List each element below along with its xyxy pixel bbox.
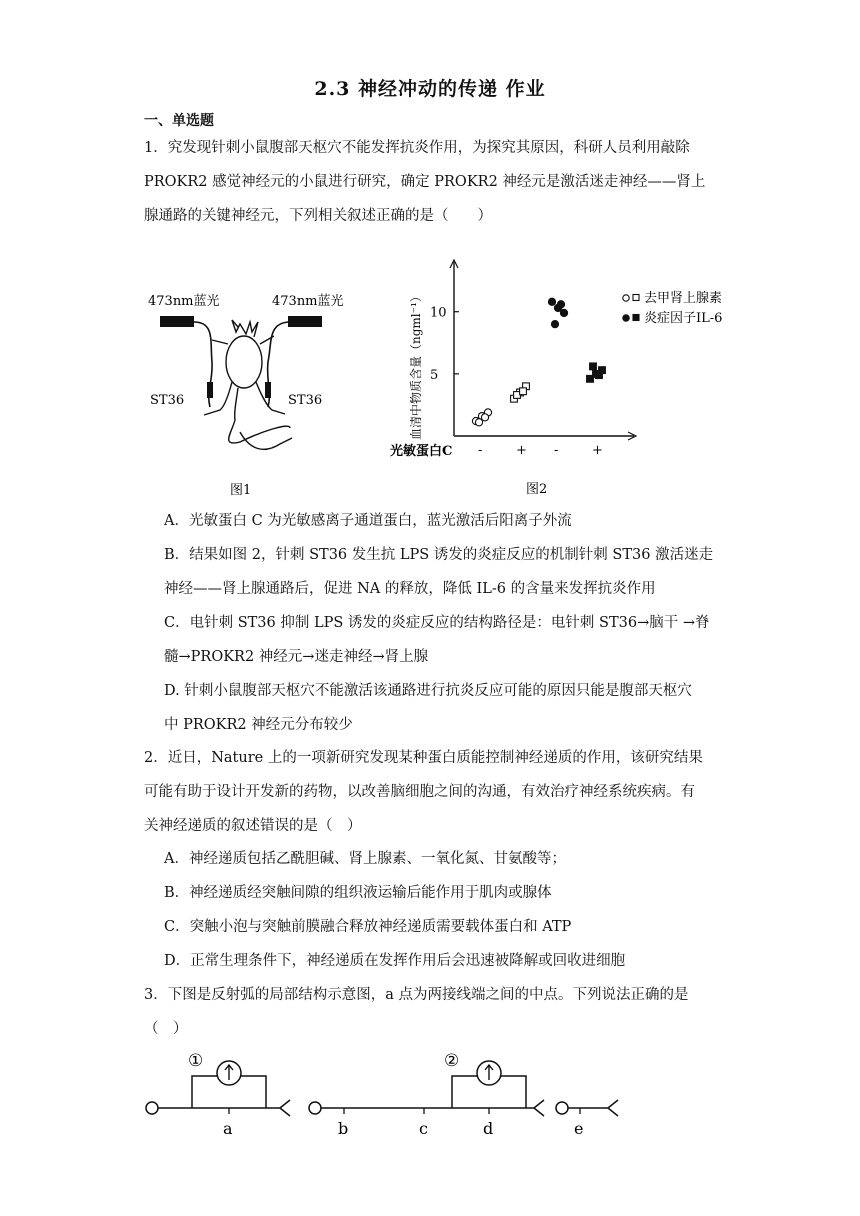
chart-x-tick-label: +: [592, 443, 603, 458]
question-1-stem: [144, 131, 724, 233]
light-source-right: [288, 316, 322, 327]
option-c[interactable]: C．突触小泡与突触前膜融合释放神经递质需要载体蛋白和 ATP: [164, 919, 572, 935]
chart-point-il6: [560, 309, 567, 316]
option-b[interactable]: B．神经递质经突触间隙的组织液运输后能作用于肌肉或腺体: [164, 885, 552, 901]
option-a[interactable]: A．神经递质包括乙酰胆碱、肾上腺素、一氧化氮、甘氨酸等；: [164, 851, 566, 867]
point-label-d: d: [483, 1119, 494, 1138]
question-1-line: PROKR2 感觉神经元的小鼠进行研究，确定 PROKR2 神经元是激活迷走神经——肾上: [144, 174, 706, 190]
point-label-e: e: [574, 1119, 584, 1138]
legend-marker-circle: [623, 315, 629, 321]
meter-2-label: ②: [444, 1051, 460, 1071]
option-d-cont: 中 PROKR2 神经元分布较少: [164, 717, 353, 733]
question-2-line: 可能有助于设计开发新的药物，以改善脑细胞之间的沟通，有效治疗神经系统疾病。有: [144, 784, 695, 800]
neuron-body-1: [146, 1102, 158, 1114]
chart-point-norepinephrine: [475, 419, 482, 426]
synapse-end-1: [280, 1100, 290, 1116]
question-1-options: [164, 504, 724, 742]
page-title: 2.3 神经冲动的传递 作业: [314, 78, 546, 100]
option-a[interactable]: A．光敏蛋白 C 为光敏感离子通道蛋白，蓝光激活后阳离子外流: [164, 513, 572, 529]
question-2-stem: [144, 741, 724, 843]
chart-y-axis-label: [408, 290, 423, 440]
question-1-line: 腺通路的关键神经元，下列相关叙述正确的是（ ）: [144, 208, 492, 224]
option-c[interactable]: C．电针刺 ST36 抑制 LPS 诱发的炎症反应的结构路径是：电针刺 ST36→脑干 →脊: [164, 615, 710, 631]
legend-entry: 炎症因子IL-6: [644, 311, 723, 326]
fig1-caption: 图1: [230, 483, 252, 498]
question-3-stem: [144, 978, 724, 1046]
question-2-options: [164, 842, 724, 978]
question-2-line: 关神经递质的叙述错误的是（ ）: [144, 818, 362, 834]
neuron-body-2: [309, 1102, 321, 1114]
fig1-label-left: 473nm蓝光: [148, 294, 220, 309]
legend-entry: 去甲肾上腺素: [644, 291, 723, 306]
chart-x-tick-label: -: [554, 443, 559, 458]
chart-point-il6: [551, 321, 558, 328]
reflex-arc-diagram: [140, 1042, 640, 1142]
point-label-c: c: [419, 1119, 428, 1138]
light-source-left: [160, 316, 194, 327]
chart-ylabel: 血清中物质含量（ngml⁻¹）: [409, 290, 423, 440]
legend-marker-square: [633, 295, 639, 301]
fig1-label-right: 473nm蓝光: [272, 294, 344, 309]
legend-marker-square: [633, 315, 639, 321]
figure-2-chart: [380, 250, 760, 500]
mouse-outline: [204, 320, 292, 449]
question-1-line: 1．究发现针刺小鼠腹部天枢穴不能发挥抗炎作用，为探究其原因，科研人员利用敲除: [144, 140, 690, 156]
fig1-st36-left: ST36: [150, 393, 185, 408]
chart-point-norepinephrine: [481, 414, 488, 421]
synapse-end-2: [534, 1100, 544, 1116]
question-3-line: 3．下图是反射弧的局部结构示意图，a 点为两接线端之间的中点。下列说法正确的是: [144, 987, 689, 1003]
neuron-body-3: [556, 1102, 568, 1114]
option-b-cont: 神经——肾上腺通路后，促进 NA 的释放，降低 IL-6 的含量来发挥抗炎作用: [164, 581, 656, 597]
question-2-line: 2．近日，Nature 上的一项新研究发现某种蛋白质能控制神经递质的作用，该研究结果: [144, 750, 703, 766]
chart-y-tick-label: 5: [430, 367, 439, 383]
legend-marker-circle: [623, 295, 629, 301]
chart-x-title: 光敏蛋白C: [390, 444, 453, 459]
chart-point-il6: [596, 372, 603, 379]
chart-x-tick-label: -: [478, 443, 483, 458]
chart-point-il6: [590, 363, 597, 370]
point-label-b: b: [338, 1119, 349, 1138]
question-3-line: （ ）: [144, 1021, 188, 1037]
chart-x-tick-label: +: [516, 443, 527, 458]
chart-y-tick-label: 10: [430, 305, 447, 321]
point-label-a: a: [223, 1119, 233, 1138]
fig2-caption: 图2: [526, 482, 548, 497]
meter-1-label: ①: [188, 1051, 204, 1071]
chart-point-norepinephrine: [520, 388, 527, 395]
fig1-st36-right: ST36: [288, 393, 323, 408]
chart-point-il6: [548, 298, 555, 305]
option-b[interactable]: B．结果如图 2，针刺 ST36 发生抗 LPS 诱发的炎症反应的机制针刺 ST36 激活迷走: [164, 547, 714, 563]
figure-1-mouse: [140, 282, 360, 502]
synapse-end-3: [608, 1100, 618, 1116]
option-c-cont: 髓→PROKR2 神经元→迷走神经→肾上腺: [164, 649, 429, 665]
chart-point-il6: [557, 301, 564, 308]
option-d[interactable]: D. 针刺小鼠腹部天枢穴不能激活该通路进行抗炎反应可能的原因只能是腹部天枢穴: [164, 683, 692, 699]
option-d[interactable]: D．正常生理条件下，神经递质在发挥作用后会迅速被降解或回收进细胞: [164, 953, 626, 969]
section-heading: 一、单选题: [144, 113, 214, 129]
